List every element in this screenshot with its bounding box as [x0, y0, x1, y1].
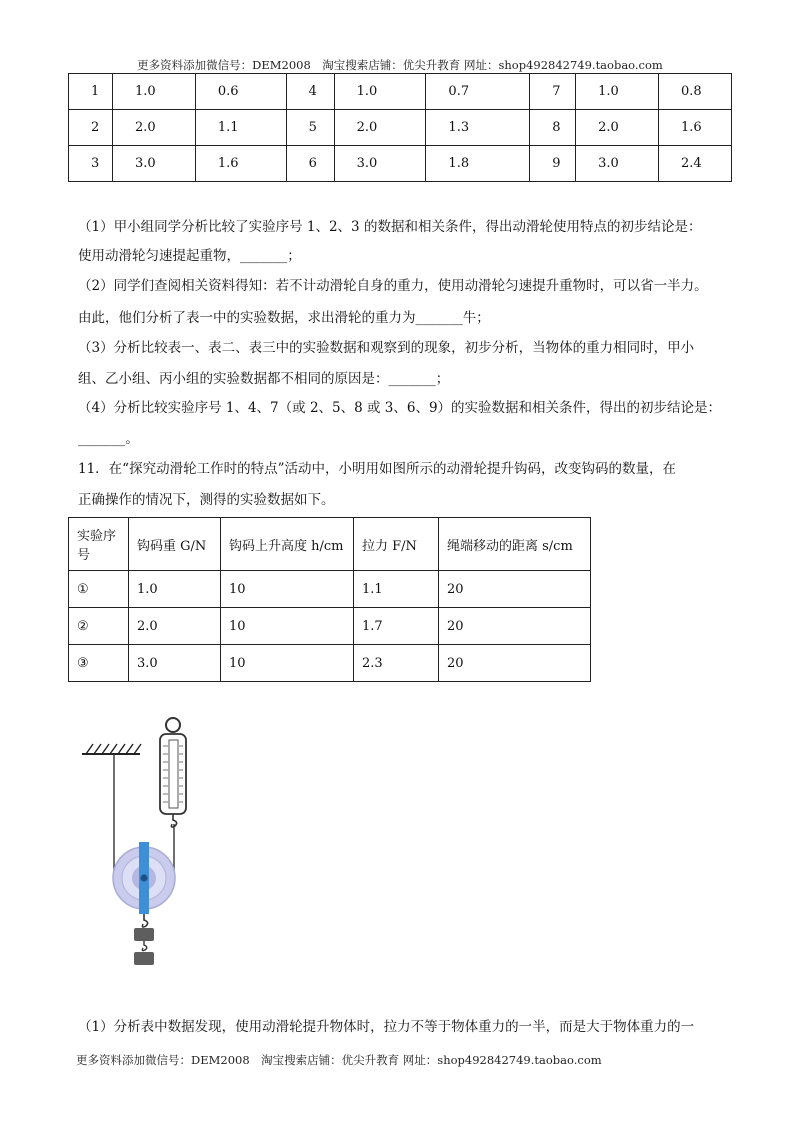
table-cell: 3.0	[112, 146, 195, 182]
table-row	[69, 608, 591, 645]
movable-pulley	[113, 842, 175, 927]
spring-scale	[160, 718, 186, 827]
table-cell: 0.6	[195, 74, 286, 110]
question-4-line-1: （4）分析比较实验序号 1、4、7（或 2、5、8 或 3、6、9）的实验数据和相关条件，得出的初步结论是：	[78, 400, 722, 416]
question-2-line-1: （2）同学们查阅相关资料得知：若不计动滑轮自身的重力，使用动滑轮匀速提升重物时，可以省一半力。	[78, 278, 708, 294]
table-cell: 7	[530, 74, 576, 110]
table-cell: ②	[69, 608, 129, 645]
table-cell: 1	[69, 74, 113, 110]
table-cell: 8	[530, 110, 576, 146]
table-cell: 20	[439, 645, 591, 682]
table-cell: ①	[69, 571, 129, 608]
table-cell: 2.0	[576, 110, 659, 146]
table-cell: 0.7	[426, 74, 530, 110]
table-header-cell: 钩码重 G/N	[129, 518, 221, 571]
table-cell: 5	[286, 110, 334, 146]
table-cell: 2.0	[334, 110, 426, 146]
table-cell: 10	[221, 608, 354, 645]
table-cell: ③	[69, 645, 129, 682]
table-cell: 2.0	[112, 110, 195, 146]
table-cell: 1.1	[354, 571, 439, 608]
table-cell: 1.6	[659, 110, 732, 146]
table-header-cell: 拉力 F/N	[354, 518, 439, 571]
table-cell: 10	[221, 645, 354, 682]
page-header: 更多资料添加微信号：DEM2008 淘宝搜索店铺：优尖升教育 网址：shop492842749.taobao.com	[137, 58, 663, 72]
hook-weights	[134, 928, 154, 965]
table-cell: 1.0	[576, 74, 659, 110]
question-3-line-2: 组、乙小组、丙小组的实验数据都不相同的原因是：_______；	[78, 371, 450, 387]
table-cell: 3.0	[129, 645, 221, 682]
question-1-line-1: （1）甲小组同学分析比较了实验序号 1、2、3 的数据和相关条件，得出动滑轮使用特点的初步结论是：	[78, 219, 702, 235]
table-cell: 2.3	[354, 645, 439, 682]
table-cell: 2.0	[129, 608, 221, 645]
ceiling-support	[82, 744, 141, 754]
table-row	[69, 645, 591, 682]
table-cell: 3.0	[576, 146, 659, 182]
table-cell: 3	[69, 146, 113, 182]
table-row	[69, 110, 732, 146]
problem-11-line-1: 11．在“探究动滑轮工作时的特点”活动中，小明用如图所示的动滑轮提升钩码，改变钩码的数量，在	[78, 461, 676, 477]
table-cell: 1.0	[334, 74, 426, 110]
question-4-line-2: _______。	[78, 431, 139, 447]
pulley-diagram	[78, 712, 228, 972]
page-footer: 更多资料添加微信号：DEM2008 淘宝搜索店铺：优尖升教育 网址：shop492842749.taobao.com	[76, 1053, 602, 1067]
table-cell: 9	[530, 146, 576, 182]
table-header-cell: 实验序号	[69, 518, 129, 571]
table-row	[69, 74, 732, 110]
table-cell: 20	[439, 608, 591, 645]
table-cell: 0.8	[659, 74, 732, 110]
table-cell: 2	[69, 110, 113, 146]
data-table-1	[68, 73, 732, 182]
table-cell: 1.7	[354, 608, 439, 645]
table-cell: 1.6	[195, 146, 286, 182]
table-row	[69, 571, 591, 608]
table-cell: 1.3	[426, 110, 530, 146]
table-cell: 6	[286, 146, 334, 182]
table-cell: 10	[221, 571, 354, 608]
table-cell: 1.1	[195, 110, 286, 146]
table-cell: 2.4	[659, 146, 732, 182]
table-cell: 3.0	[334, 146, 426, 182]
table-cell: 20	[439, 571, 591, 608]
table-cell: 1.0	[129, 571, 221, 608]
problem-11-line-2: 正确操作的情况下，测得的实验数据如下。	[78, 492, 335, 508]
followup-question-line-1: （1）分析表中数据发现，使用动滑轮提升物体时，拉力不等于物体重力的一半，而是大于物体重力的一	[78, 1019, 695, 1035]
question-2-line-2: 由此，他们分析了表一中的实验数据，求出滑轮的重力为_______牛；	[78, 310, 490, 326]
question-3-line-1: （3）分析比较表一、表二、表三中的实验数据和观察到的现象，初步分析，当物体的重力相同时，甲小	[78, 340, 695, 356]
table-row	[69, 146, 732, 182]
table-cell: 1.8	[426, 146, 530, 182]
table-header-cell: 钩码上升高度 h/cm	[221, 518, 354, 571]
table-cell: 4	[286, 74, 334, 110]
table-header-row	[69, 518, 591, 571]
question-1-line-2: 使用动滑轮匀速提起重物，_______；	[78, 248, 301, 264]
table-header-cell: 绳端移动的距离 s/cm	[439, 518, 591, 571]
table-cell: 1.0	[112, 74, 195, 110]
data-table-2	[68, 517, 591, 682]
